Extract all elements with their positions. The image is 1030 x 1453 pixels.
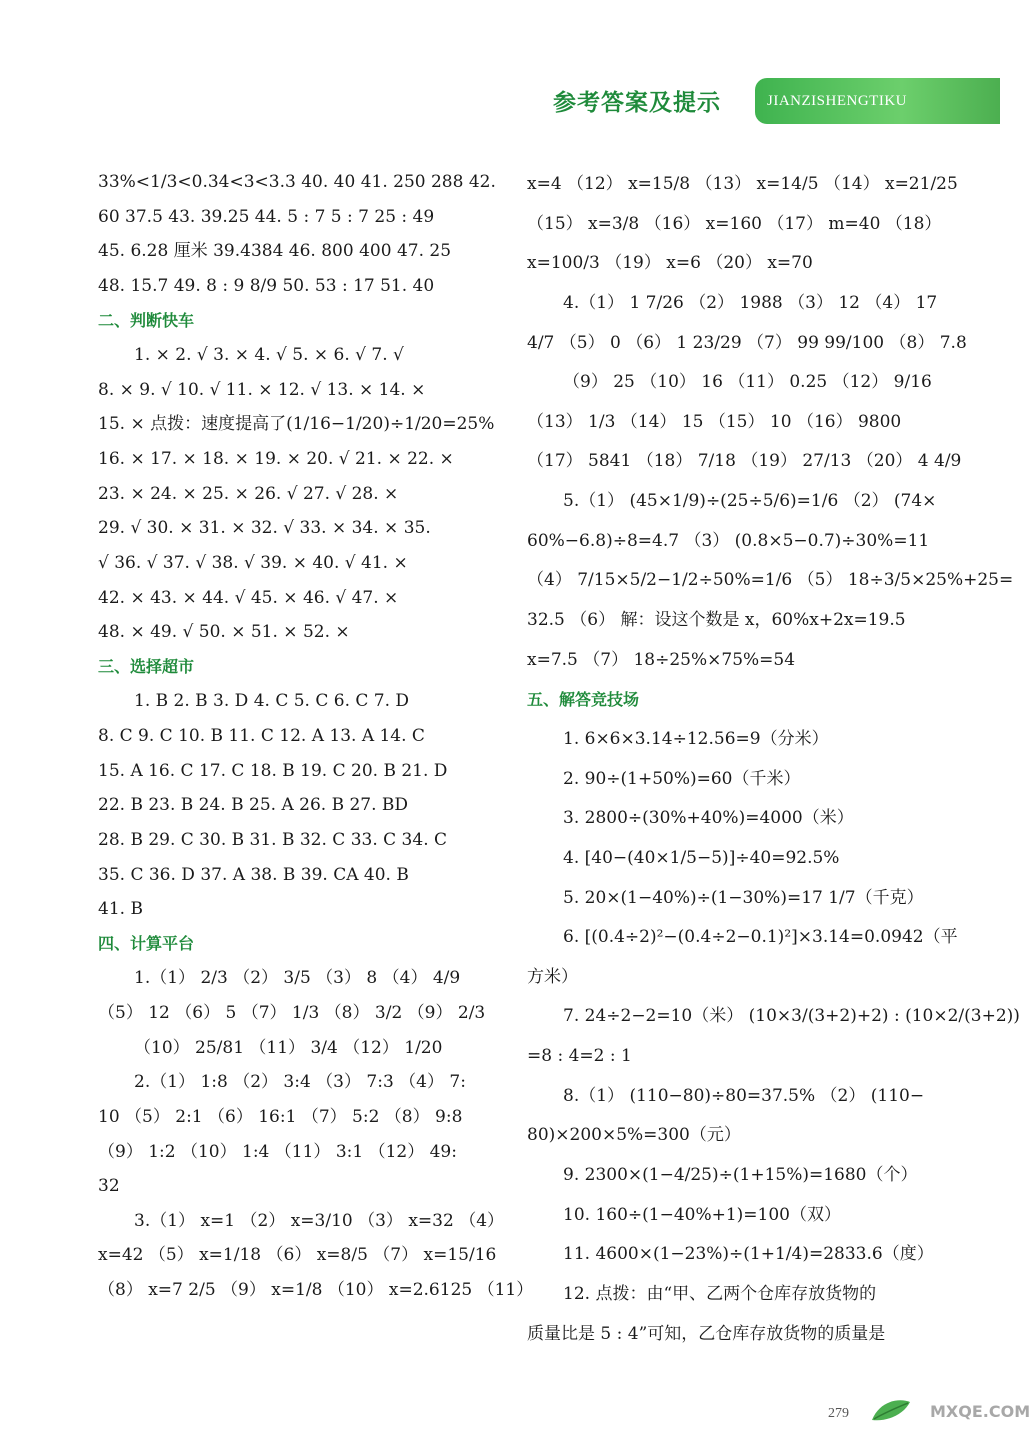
answer-line: 8.（1） (110−80)÷80=37.5% （2） (110− bbox=[563, 1085, 925, 1106]
answer-line: 8. C 9. C 10. B 11. C 12. A 13. A 14. C bbox=[98, 726, 425, 746]
section-heading: 三、选择超市 bbox=[98, 656, 195, 676]
answer-line: 15. × 点拨：速度提高了(1/16−1/20)÷1/20=25% bbox=[98, 414, 495, 435]
answer-line: x=42 （5） x=1/18 （6） x=8/5 （7） x=15/16 bbox=[98, 1245, 497, 1266]
answer-line: 10 （5） 2:1 （6） 16:1 （7） 5:2 （8） 9:8 bbox=[98, 1106, 463, 1127]
right-column bbox=[527, 165, 1020, 1354]
answer-line: 方米） bbox=[527, 966, 578, 987]
answer-line: =8 : 4=2 : 1 bbox=[527, 1046, 632, 1067]
section-heading: 二、判断快车 bbox=[98, 310, 195, 330]
answer-line: 8. × 9. √ 10. √ 11. × 12. √ 13. × 14. × bbox=[98, 379, 426, 400]
answer-line: 1.（1） 2/3 （2） 3/5 （3） 8 （4） 4/9 bbox=[134, 968, 461, 989]
answer-line: 32 bbox=[98, 1176, 120, 1197]
answer-line: 7. 24÷2−2=10（米） (10×3/(3+2)+2) : (10×2/(3+2)) bbox=[563, 1006, 1020, 1027]
answer-line: （5） 12 （6） 5 （7） 1/3 （8） 3/2 （9） 2/3 bbox=[98, 1003, 486, 1023]
answer-line: x=7.5 （7） 18÷25%×75%=54 bbox=[527, 649, 796, 670]
answer-line: （15） x=3/8 （16） x=160 （17） m=40 （18） bbox=[527, 213, 942, 234]
answer-line: 2. 90÷(1+50%)=60（千米） bbox=[563, 768, 801, 789]
answer-line: （13） 1/3 （14） 15 （15） 10 （16） 9800 bbox=[527, 411, 902, 432]
answer-line: 4/7 （5） 0 （6） 1 23/29 （7） 99 99/100 （8） 7.8 bbox=[527, 332, 967, 353]
answer-line: 4.（1） 1 7/26 （2） 1988 （3） 12 （4） 17 bbox=[563, 292, 938, 313]
answer-line: √ 36. √ 37. √ 38. √ 39. × 40. √ 41. × bbox=[98, 552, 408, 573]
answer-line: 5. 20×(1−40%)÷(1−30%)=17 1/7（千克） bbox=[563, 887, 924, 908]
answer-line: 1. B 2. B 3. D 4. C 5. C 6. C 7. D bbox=[134, 691, 410, 712]
answer-line: 48. × 49. √ 50. × 51. × 52. × bbox=[98, 622, 350, 643]
answer-line: 6. [(0.4÷2)²−(0.4÷2−0.1)²]×3.14=0.0942（平 bbox=[563, 927, 958, 948]
answer-line: 42. × 43. × 44. √ 45. × 46. √ 47. × bbox=[98, 587, 399, 608]
answer-line: 15. A 16. C 17. C 18. B 19. C 20. B 21. D bbox=[98, 760, 448, 781]
answer-line: 22. B 23. B 24. B 25. A 26. B 27. BD bbox=[98, 795, 409, 816]
answer-line: 质量比是 5 : 4”可知，乙仓库存放货物的质量是 bbox=[527, 1323, 886, 1344]
answer-line: 12. 点拨：由“甲、乙两个仓库存放货物的 bbox=[563, 1283, 877, 1304]
answer-line: （8） x=7 2/5 （9） x=1/8 （10） x=2.6125 （11） bbox=[98, 1280, 534, 1300]
answer-line: 23. × 24. × 25. × 26. √ 27. √ 28. × bbox=[98, 483, 399, 504]
answer-line: （9） 25 （10） 16 （11） 0.25 （12） 9/16 bbox=[563, 372, 932, 393]
answer-line: （4） 7/15×5/2−1/2÷50%=1/6 （5） 18÷3/5×25%+25= bbox=[527, 570, 1014, 591]
leaf-icon bbox=[870, 1398, 912, 1422]
answer-line: 3.（1） x=1 （2） x=3/10 （3） x=32 （4） bbox=[134, 1210, 505, 1231]
answer-line: x=4 （12） x=15/8 （13） x=14/5 （14） x=21/25 bbox=[527, 174, 958, 194]
answer-line: 29. √ 30. × 31. × 32. √ 33. × 34. × 35. bbox=[98, 518, 431, 539]
header-title: 参考答案及提示 bbox=[553, 90, 721, 116]
answer-line: 3. 2800÷(30%+40%)=4000（米） bbox=[563, 808, 854, 829]
answer-line: 60%−6.8)÷8=4.7 （3） (0.8×5−0.7)÷30%=11 bbox=[527, 530, 930, 551]
section-heading: 五、解答竞技场 bbox=[527, 690, 640, 710]
answer-line: x=100/3 （19） x=6 （20） x=70 bbox=[527, 253, 813, 274]
left-column bbox=[98, 165, 534, 1308]
answer-line: 28. B 29. C 30. B 31. B 32. C 33. C 34. C bbox=[98, 829, 448, 850]
page-header bbox=[0, 70, 1000, 130]
answer-line: （9） 1:2 （10） 1:4 （11） 3:1 （12） 49: bbox=[98, 1141, 457, 1162]
answer-line: （17） 5841 （18） 7/18 （19） 27/13 （20） 4 4/9 bbox=[527, 451, 962, 472]
answer-line: 9. 2300×(1−4/25)÷(1+15%)=1680（个） bbox=[563, 1165, 918, 1186]
answer-line: 35. C 36. D 37. A 38. B 39. CA 40. B bbox=[98, 864, 409, 885]
answer-line: 10. 160÷(1−40%+1)=100（双） bbox=[563, 1204, 841, 1225]
answer-line: 1. 6×6×3.14÷12.56=9（分米） bbox=[563, 728, 829, 749]
answer-line: （10） 25/81 （11） 3/4 （12） 1/20 bbox=[134, 1037, 443, 1058]
answer-line: 11. 4600×(1−23%)÷(1+1/4)=2833.6（度） bbox=[563, 1244, 934, 1265]
answer-line: 16. × 17. × 18. × 19. × 20. √ 21. × 22. × bbox=[98, 449, 454, 469]
answer-line: 4. [40−(40×1/5−5)]÷40=92.5% bbox=[563, 847, 840, 868]
watermark: MXQE.COM bbox=[930, 1402, 1030, 1421]
answer-line: 5.（1） (45×1/9)÷(25÷5/6)=1/6 （2） (74× bbox=[563, 491, 937, 512]
answer-line: 48. 15.7 49. 8 : 9 8/9 50. 53 : 17 51. 40 bbox=[98, 275, 435, 296]
answer-line: 32.5 （6） 解：设这个数是 x，60%x+2x=19.5 bbox=[527, 610, 906, 631]
page-number: 279 bbox=[828, 1406, 849, 1421]
header-badge: JIANZISHENGTIKU bbox=[755, 78, 1000, 124]
answer-line: 45. 6.28 厘米 39.4384 46. 800 400 47. 25 bbox=[98, 241, 452, 262]
answer-line: 60 37.5 43. 39.25 44. 5 : 7 5 : 7 25 : 49 bbox=[98, 206, 435, 227]
answer-line: 33%<1/3<0.34<3<3.3 40. 40 41. 250 288 42. bbox=[98, 172, 496, 192]
answer-line: 41. B bbox=[98, 899, 143, 920]
answer-line: 80)×200×5%=300（元） bbox=[527, 1125, 741, 1146]
answer-line: 1. × 2. √ 3. × 4. √ 5. × 6. √ 7. √ bbox=[134, 345, 404, 366]
section-heading: 四、计算平台 bbox=[98, 933, 195, 953]
answer-line: 2.（1） 1:8 （2） 3:4 （3） 7:3 （4） 7: bbox=[134, 1072, 466, 1093]
